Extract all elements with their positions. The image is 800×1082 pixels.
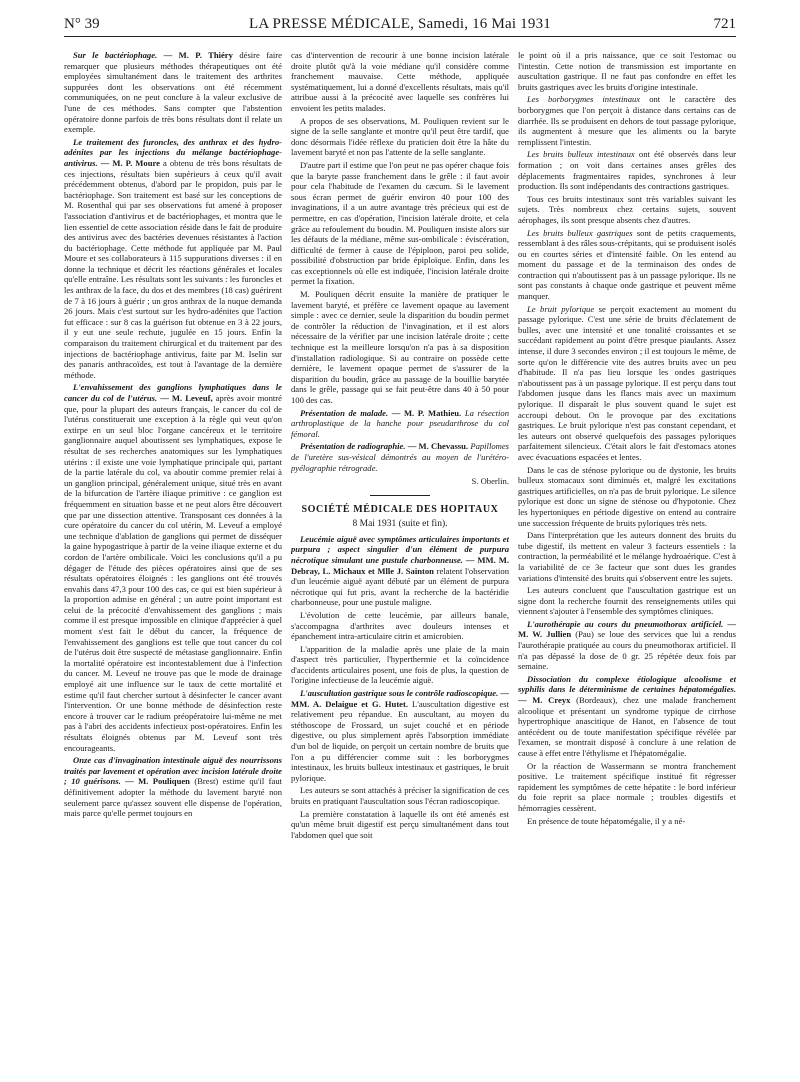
article-author: — M. Chevassu. <box>407 441 469 452</box>
article-author: — M. P. Mathieu. <box>391 407 462 418</box>
paragraph <box>518 228 736 302</box>
paragraph-text: ont le caractère des borborygmes que l'on perçoit à distance dans certains cas de diarrhée. Ils se produisent en dehors de tout passage pylorique, ils augmentent à mesure que les aliments ou la baryte remplissent l'intestin. <box>518 94 736 147</box>
paragraph-text: ont été observés dans leur formation ; on voit dans certaines anses grêles des déplacements fragmentaires rapides, synchrones à leur production. Ils sont indépendants des contractions gastriques. <box>518 149 736 192</box>
paragraph: En présence de toute hépatomégalie, il y a né- <box>527 815 686 826</box>
paragraph <box>518 149 736 191</box>
article-author: — M. Leveuf, <box>160 393 213 403</box>
column-2 <box>291 50 509 1072</box>
article-text: (Brest) estime qu'il faut définitivement adopter la méthode du lavement baryté non seulement parce qu'assez souvent elle dispense de l'opération, mais parce qu'elle permet toujours en <box>64 776 282 819</box>
paragraph-continued: le point où il a pris naissance, que ce soit l'estomac ou l'intestin. Cette notion de transmission est importante en auscultation gastrique. Il ne faut pas confondre en effet les bruits gastriques avec les bruits d'origine intestinale. <box>518 50 736 92</box>
article-author: — M. Pouliquen <box>125 776 190 787</box>
article-invagination <box>64 755 282 819</box>
paragraph-continued: cas d'intervention de recourir à une bonne incision latérale droite plutôt qu'à la voie médiane qu'il considère comme franchement mauvaise. Cette méthode, appliquée systématiquement, lui a donné d'excellents résultats, mais qu'il attribue aussi à la précocité avec laquelle ses confrères lui envoient les petits malades. <box>291 50 509 113</box>
section-divider <box>370 495 430 496</box>
header-journal-title: LA PRESSE MÉDICALE, Samedi, 16 Mai 1931 <box>249 16 551 32</box>
article-title: Sur le bactériophage. <box>73 50 158 60</box>
paragraph: L'évolution de cette leucémie, par ailleurs banale, s'accompagna d'arthrites avec douleurs intenses et épanchement intra-articulaire citrin et amicrobien. <box>291 609 509 642</box>
article-text: désire faire remarquer que plusieurs méthodes thérapeutiques ont été employées simultanément dans le traitement des arthrites suppurées dont les observations ont été récemment communiquées, on ne peut conclure à la valeur exclusive de l'une de ces méthodes. Sans compter que l'abstention opératoire donne parfois de très bons résultats dont il relate un exemple. <box>64 50 282 135</box>
article-aurotherapie <box>518 619 736 672</box>
paragraph: Or la réaction de Wassermann se montra franchement positive. Le traitement spécifique institué fit régresser rapidement les symptômes de cette hépatite : le bord inférieur du foie reprit sa place normale ; troubles digestifs et hémorragies cessèrent. <box>518 760 736 813</box>
section-title: SOCIÉTÉ MÉDICALE DES HOPITAUX <box>301 503 499 515</box>
article-text: La résection arthroplastique de la hanche pour pseudarthrose du col fémoral. <box>291 407 509 439</box>
article-title: Dissociation du complexe étiologique alcoolisme et syphilis dans le déterminisme de certaines hépatomégalies. <box>518 673 736 695</box>
paragraph-lead: Les bruits bulleux intestinaux <box>527 149 635 160</box>
paragraph: L'apparition de la maladie après une plaie de la main d'aspect très particulier, l'hyperthermie et la coïncidence d'accidents articulaires posent, une fois de plus, la question de l'origine infectieuse de la leucémie aiguë. <box>291 643 509 686</box>
paragraph: Tous ces bruits intestinaux sont très variables suivant les sujets. Très nombreux chez certains sujets, souvent aérophages, ils sont presque absents chez d'autres. <box>518 193 736 225</box>
paragraph: M. Pouliquen décrit ensuite la manière de pratiquer le lavement baryté, et préfère ce lavement opaque au lavement simple : avec ce dernier, seule la disparition du boudin permet de contrôler la réduction de l'invagination, et il est alors nécessaire de la vérifier par une incision latérale droite ; cette technique est la meilleure lorsqu'on n'a pas à sa disposition d'installation radiologique. Si au contraire on possède cette dernière, le lavement opaque permet de s'assurer de la disparition du boudin, grâce au passage de la bouillie barytée dans le grêle, passage qui se fait peut-être dans 40 à 50 pour 100 des cas. <box>291 289 509 405</box>
column-1 <box>64 50 282 1072</box>
paragraph <box>518 94 736 147</box>
article-text: relatent l'observation d'un leucémie aiguë ayant débuté par un élément de purpura nécrotique qui fut pris, avant la recherche de la bactéridie charbonneuse, pour une pustule maligne. <box>291 565 509 608</box>
article-author: — M. W. Jullien <box>518 618 736 640</box>
section-date: 8 Mai 1931 (suite et fin). <box>352 518 448 529</box>
article-text: après avoir montré que, pour la plupart des auteurs français, le cancer du col de l'utérus constituerait une exception à la règle qui veut qu'on extirpe en un seul bloc l'organe cancéreux et le territoire ganglionnaire auquel aboutissent ses lymphatiques, expose le résultat de ses recherches anatomiques sur les lymphatiques utérins : il existe une voie lymphatique principale qui, partant de la partie latérale du col, va aboutir comme premier relai à un ganglion principal, généralement unique, situé très en avant de la bifurcation de l'artère iliaque primitive : ce ganglion est fréquemment en situation basse et ne peut alors être découvert que par une dissection attentive. Transposant ces données à la cure opératoire du cancer du col utérin, M. Leveuf a employé une technique d'ablation de ganglions qui permet de disséquer la gaine hypogastrique à partir de la veine iliaque externe et du cordon de l'artère ombilicale. Voici les conclusions qu'il a pu dégager de l'étude des pièces opératoires ainsi que de ses résultats opératoires éloignés : les ganglions ont été trouvés envahis dans 47,3 pour 100 des cas, ce qui est bien supérieur à la proportion admise en général ; un autre point important est celui de la précocité d'envahissement des ganglions ; mais comme il est presque impossible en clinique d'apprécier à quel moment s'est fait le début du cancer, la fréquence de l'envahissement des ganglions est telle que tout cancer du col de l'utérus doit être suspecté de métastase ganglionnaire. Enfin la mortalité opératoire est incontestablement due à l'infection du cancer. M. Leveuf ne trouve pas que le mode de drainage employé ait une influence sur le taux de cette mortalité et estime qu'il faut chercher surtout à désinfecter le cancer avant l'intervention. Or une bonne méthode de désinfection reste encore à trouver car le radium préopératoire lui-même ne met pas à l'abri des accidents infectieux post-opératoires. Enfin les résultats éloignés obtenus par M. Leveuf sont très encourageants. <box>64 393 282 753</box>
article-title: Leucémie aiguë avec symptômes articulaires importants et purpura ; aspect singulier d'un élément de purpura nécrotique simulant une pustule charbonneuse. <box>291 533 509 565</box>
report-signature: S. Oberlin. <box>471 476 509 487</box>
header-page-number-left: N° 39 <box>64 16 100 32</box>
paragraph: Dans le cas de sténose pylorique ou de dystonie, les bruits bulleux stomacaux sont diminués et, malgré les excitations gastriques artificielles, on n'a pas de bruit pylorique. Le silence pylorique est donc un signe de sténose ou d'hypotonie. Chez les hypertoniques en période digestive on entend au contraire une succession fréquente de bruits pyloriques très nets. <box>518 464 736 528</box>
column-3 <box>518 50 736 1072</box>
presentation-radiographie <box>291 441 509 473</box>
article-title: Présentation de malade. <box>300 407 389 418</box>
paragraph: D'autre part il estime que l'on peut ne pas opérer chaque fois que la baryte passe franchement dans le grêle : il faut avoir pour cela l'habitude de l'examen du cæcum. Si le lavement sous écran permet de guérir environ 40 pour 100 des invaginations, il a un autre avantage très précieux qui est de permettre, en cas d'opération, l'incision latérale droite, et cela grâce au refoulement du boudin. M. Pouliquen insiste alors sur les défauts de la médiane, même sus-ombilicale : éviscération, difficulté de fermer à cause de l'épiploon, paroi peu solide, possibilité d'obstruction par bride épiploïque. Enfin, dans les cas exceptionnels où elle est indiquée, l'incision latérale droite permet la fixation. <box>291 159 509 287</box>
paragraph: Les auteurs concluent que l'auscultation gastrique est un signe dont la recherche fournit des renseignements utiles qui viennent s'ajouter à l'ensemble des symptômes cliniques. <box>518 585 736 617</box>
article-title: L'aurothérapie au cours du pneumothorax artificiel. <box>527 618 724 629</box>
article-leucemie <box>291 534 509 608</box>
article-author: — M. P. Thiéry <box>163 50 233 60</box>
article-title: L'auscultation gastrique sous le contrôle radioscopique. <box>300 688 499 699</box>
article-author: — MM. A. Delaigue et G. Hutet. <box>291 688 509 709</box>
article-ganglions <box>64 382 282 753</box>
article-title: Présentation de radiographie. <box>300 441 406 452</box>
article-author: — M. Creyx <box>518 695 571 706</box>
article-text: L'auscultation digestive est relativement peu répandue. En auscultant, au moyen du stéthoscope de Frossard, un sujet couché et en période digestive, ou plus simplement après l'absorption immédiate d'un bol de liquide, on perçoit un certain nombre de bruits que l'on a pu différencier comme suit : les borborygmes intestinaux, les bruits bulleux intestinaux et gastriques, le bruit pylorique. <box>291 698 509 783</box>
article-text: (Pau) se loue des services que lui a rendus l'aurothérapie pratiquée au cours du pneumothorax artificiel. Il n'a pas dépassé la dose de 0 gr. 25 répétée deux fois par semaine. <box>518 629 736 672</box>
article-title: Le traitement des furoncles, des anthrax et des hydro-adénites par les injections du mélange bactériophage-antivirus. <box>64 136 282 168</box>
paragraph: A propos de ses observations, M. Pouliquen revient sur le signe de la selle sanglante et montre qu'il peut être tardif, que donc désormais l'idée réflexe du praticien doit être la hâte du lavement baryté et non pas l'attente de la selle sanglante. <box>291 115 509 158</box>
paragraph: Dans l'interprétation que les auteurs donnent des bruits du tube digestif, ils mettent en valeur 3 facteurs essentiels : la contraction, la perméabilité et le mélange hydroaérique. C'est à la variabilité de ce 3e facteur que sont dues les grandes variations d'intensité des bruits qui s'observent entre les sujets. <box>518 530 736 583</box>
paragraph-lead: Les bruits bulleux gastriques <box>527 227 633 238</box>
paragraph-lead: Le bruit pylorique <box>527 303 595 314</box>
article-furoncles <box>64 137 282 381</box>
article-hepatomegalies <box>518 674 736 759</box>
paragraph-text: se perçoit exactement au moment du passage pylorique. C'est une série de bruits d'éclatement de bulles, avec une intensité et une tonalité croissantes et se succédant rapidement au point d'être presque piaulants. Assez intense, il dure 3 secondes environ ; il est toujours le même, de sorte qu'on le différencie vite des autres bruits avec un peu d'habitude. Il n'a pas lieu lorsque les ondes gastriques n'aboutissent pas à un passage pylorique. Il est perçu dans tout l'abdomen jusque dans les flancs mais avec un maximum pylorique. Il disparaît le plus souvent quand le sujet est accroupi debout. On le provoque par des excitations gastriques. Le bruit pylorique n'est pas constant cependant, et les auteurs ont observé quelquefois des passages pyloriques parfaitement silencieux. C'était alors le fait d'estomacs atones avec évacuations espacées et lentes. <box>518 303 736 462</box>
paragraph <box>518 304 736 463</box>
paragraph-text: sont de petits craquements, ressemblant à des râles sous-crépitants, qui se produisent isolés ou en courtes séries et d'intensité faible. On les entend au moment du passage et de la terminaison des ondes de contraction qui n'aboutissent pas à un passage pylorique. Ils ne sont pas constants à chaque onde gastrique et peuvent même manquer. <box>518 227 736 302</box>
presentation-malade <box>291 408 509 440</box>
paragraph: La première constatation à laquelle ils ont été amenés est qu'un même bruit digestif est perçu simultanément dans tout l'abdomen quel que soit <box>291 808 509 840</box>
paragraph: Les auteurs se sont attachés à préciser la signification de ces bruits en pratiquant l'auscultation sous l'écran radioscopique. <box>291 785 509 806</box>
paragraph-lead: Les borborygmes intestinaux <box>527 94 641 105</box>
article-author: — MM. M. Debray, L. Michaux et Mlle J. Sainton <box>291 554 509 576</box>
article-auscultation <box>291 688 509 783</box>
article-title: L'envahissement des ganglions lymphatiques dans le cancer du col de l'utérus. <box>64 382 282 403</box>
article-text: (Bordeaux), chez une malade franchement alcoolique et présentant un syndrome typique de cirrhose hypertrophique anascitique de Hanot, en l'absence de tout antécédent ou de toute manifestation spécifique révélée par l'examen, se montrait disposé à conclure à une relation de cause à effet entre l'éthylisme et l'hépatomégalie. <box>518 695 736 758</box>
article-bacteriophage <box>64 50 282 135</box>
article-author: — M. P. Moure <box>100 157 160 168</box>
article-text: a obtenu de très bons résultats de ces injections, résultats bien supérieurs à ceux qu'il avait précédemment obtenus, d'abord par le propidon, puis par le bactériophage. Son traitement est basé sur les conceptions de M. Rosenthal qui par ses observations fut amené à proposer l'association d'antivirus et de bactériophages, et montra que le lien essentiel de cette association réside dans le fait de produire des antivirus avec des bactéries devenues résistantes à l'action du bactériophage. Cette méthode fut appliquée par M. Paul Moure et ses collaborateurs à 115 suppurations diverses : il en donne la technique et décrit les réactions générales et locales qu'elle entraîne. Les résultats sont les suivants : les furoncles et les anthrax de la face, du dos et des membres (18 cas) guérirent de 7 à 16 jours à guérir ; un gros anthrax de la nuque demanda 26 jours. Mais c'est surtout sur les hydro-adénites que l'action fut efficace : sur 8 cas la guérison fut obtenue en 3 à 22 jours, il y eut une seule rechute, jugulée en 15 jours. Enfin la comparaison du traitement chirurgical et du traitement par des injections de bactériophage antivirus, faite par M. Iselin sur des panaris anthracoïdes, est tout à l'avantage de la dernière méthode. <box>64 157 282 380</box>
header-page-number-right: 721 <box>713 16 736 32</box>
page-header <box>64 12 736 37</box>
article-title: Onze cas d'invagination intestinale aiguë des nourrissons traités par lavement et opération avec incision latérale droite ; 10 guérisons. <box>64 755 282 787</box>
article-text: Papillomes de l'uretère sus-vésical démontrés au moyen de l'urétéro-pyélographie rétrograde. <box>291 441 509 473</box>
